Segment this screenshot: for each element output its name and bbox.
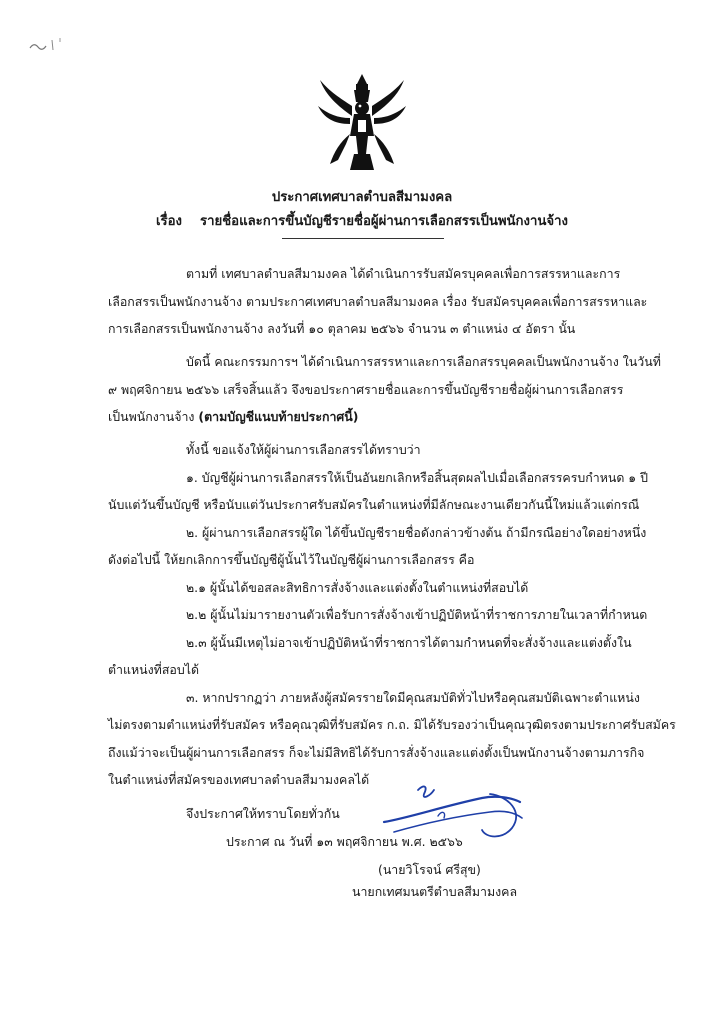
paragraph2-line xyxy=(108,409,358,425)
subject-label: เรื่อง xyxy=(156,214,182,229)
paragraph2-line: ๙ พฤศจิกายน ๒๕๖๖ เสร็จสิ้นแล้ว จึงขอประกาศรายชื่อและการขึ้นบัญชีรายชื่อผู้ผ่านการเลือกสรร xyxy=(108,382,624,397)
condition-line: ๒. ผู้ผ่านการเลือกสรรผู้ใด ได้ขึ้นบัญชีรายชื่อดังกล่าวข้างต้น ถ้ามีกรณีอย่างใดอย่างหนึ่ง xyxy=(186,525,647,540)
paragraph1-line: การเลือกสรรเป็นพนักงานจ้าง ลงวันที่ ๑๐ ตุลาคม ๒๕๖๖ จำนวน ๓ ตำแหน่ง ๔ อัตรา นั้น xyxy=(108,321,576,336)
margin-scribble xyxy=(26,34,66,56)
handwritten-signature xyxy=(378,776,528,848)
title-divider xyxy=(282,238,444,239)
announcement-title: ประกาศเทศบาลตำบลสีมามงคล xyxy=(271,190,453,205)
condition-line: ไม่ตรงตามตำแหน่งที่รับสมัคร หรือคุณวุฒิที่รับสมัคร ก.ถ. มิได้รับรองว่าเป็นคุณวุฒิตรงตามประกาศรับสมัคร xyxy=(108,717,676,732)
paragraph2-bold-note: (ตามบัญชีแนบท้ายประกาศนี้) xyxy=(198,409,359,424)
conditions-intro: ทั้งนี้ ขอแจ้งให้ผู้ผ่านการเลือกสรรได้ทราบว่า xyxy=(186,442,421,457)
condition-line: ตำแหน่งที่สอบได้ xyxy=(108,662,199,677)
condition-line: ๒.๑ ผู้นั้นได้ขอสละสิทธิการสั่งจ้างและแต่งตั้งในตำแหน่งที่สอบได้ xyxy=(186,580,529,595)
announcement-date: ประกาศ ณ วันที่ ๑๓ พฤศจิกายน พ.ศ. ๒๕๖๖ xyxy=(226,834,463,849)
condition-line: ๓. หากปรากฏว่า ภายหลังผู้สมัครรายใดมีคุณสมบัติทั่วไปหรือคุณสมบัติเฉพาะตำแหน่ง xyxy=(186,690,640,705)
subject-text: รายชื่อและการขึ้นบัญชีรายชื่อผู้ผ่านการเลือกสรรเป็นพนักงานจ้าง xyxy=(199,214,568,229)
closing-statement: จึงประกาศให้ทราบโดยทั่วกัน xyxy=(186,806,340,821)
paragraph2-last-text: เป็นพนักงานจ้าง xyxy=(108,409,195,424)
paragraph1-line: ตามที่ เทศบาลตำบลสีมามงคล ได้ดำเนินการรับสมัครบุคคลเพื่อการสรรหาและการ xyxy=(186,266,621,281)
condition-line: นับแต่วันขึ้นบัญชี หรือนับแต่วันประกาศรับสมัครในตำแหน่งที่มีลักษณะงานเดียวกันนี้ใหม่แล้วแต่กรณี xyxy=(108,497,640,512)
condition-line: ดังต่อไปนี้ ให้ยกเลิกการขึ้นบัญชีผู้นั้นไว้ในบัญชีผู้ผ่านการเลือกสรร คือ xyxy=(108,552,475,567)
paragraph1-line: เลือกสรรเป็นพนักงานจ้าง ตามประกาศเทศบาลตำบลสีมามงคล เรื่อง รับสมัครบุคคลเพื่อการสรรหาและ xyxy=(108,294,648,309)
condition-line: ในตำแหน่งที่สมัครของเทศบาลตำบลสีมามงคลได้ xyxy=(108,772,370,787)
condition-line: ถึงแม้ว่าจะเป็นผู้ผ่านการเลือกสรร ก็จะไม่มีสิทธิได้รับการสั่งจ้างและแต่งตั้งเป็นพนักงานจ้างตามภารกิจ xyxy=(108,745,645,760)
signer-name: (นายวิโรจน์ ศรีสุข) xyxy=(378,862,481,877)
condition-line: ๑. บัญชีผู้ผ่านการเลือกสรรให้เป็นอันยกเลิกหรือสิ้นสุดผลไปเมื่อเลือกสรรครบกำหนด ๑ ปี xyxy=(186,470,648,485)
paragraph2-line: บัดนี้ คณะกรรมการฯ ได้ดำเนินการสรรหาและการเลือกสรรบุคคลเป็นพนักงานจ้าง ในวันที่ xyxy=(186,354,661,369)
announcement-subject xyxy=(0,210,724,231)
condition-line: ๒.๒ ผู้นั้นไม่มารายงานตัวเพื่อรับการสั่งจ้างเข้าปฏิบัติหน้าที่ราชการภายในเวลาที่กำหนด xyxy=(186,607,648,622)
garuda-emblem-icon xyxy=(316,72,408,172)
signer-title: นายกเทศมนตรีตำบลสีมามงคล xyxy=(352,884,518,899)
condition-line: ๒.๓ ผู้นั้นมีเหตุไม่อาจเข้าปฏิบัติหน้าที่ราชการได้ตามกำหนดที่จะสั่งจ้างและแต่งตั้งใน xyxy=(186,635,632,650)
